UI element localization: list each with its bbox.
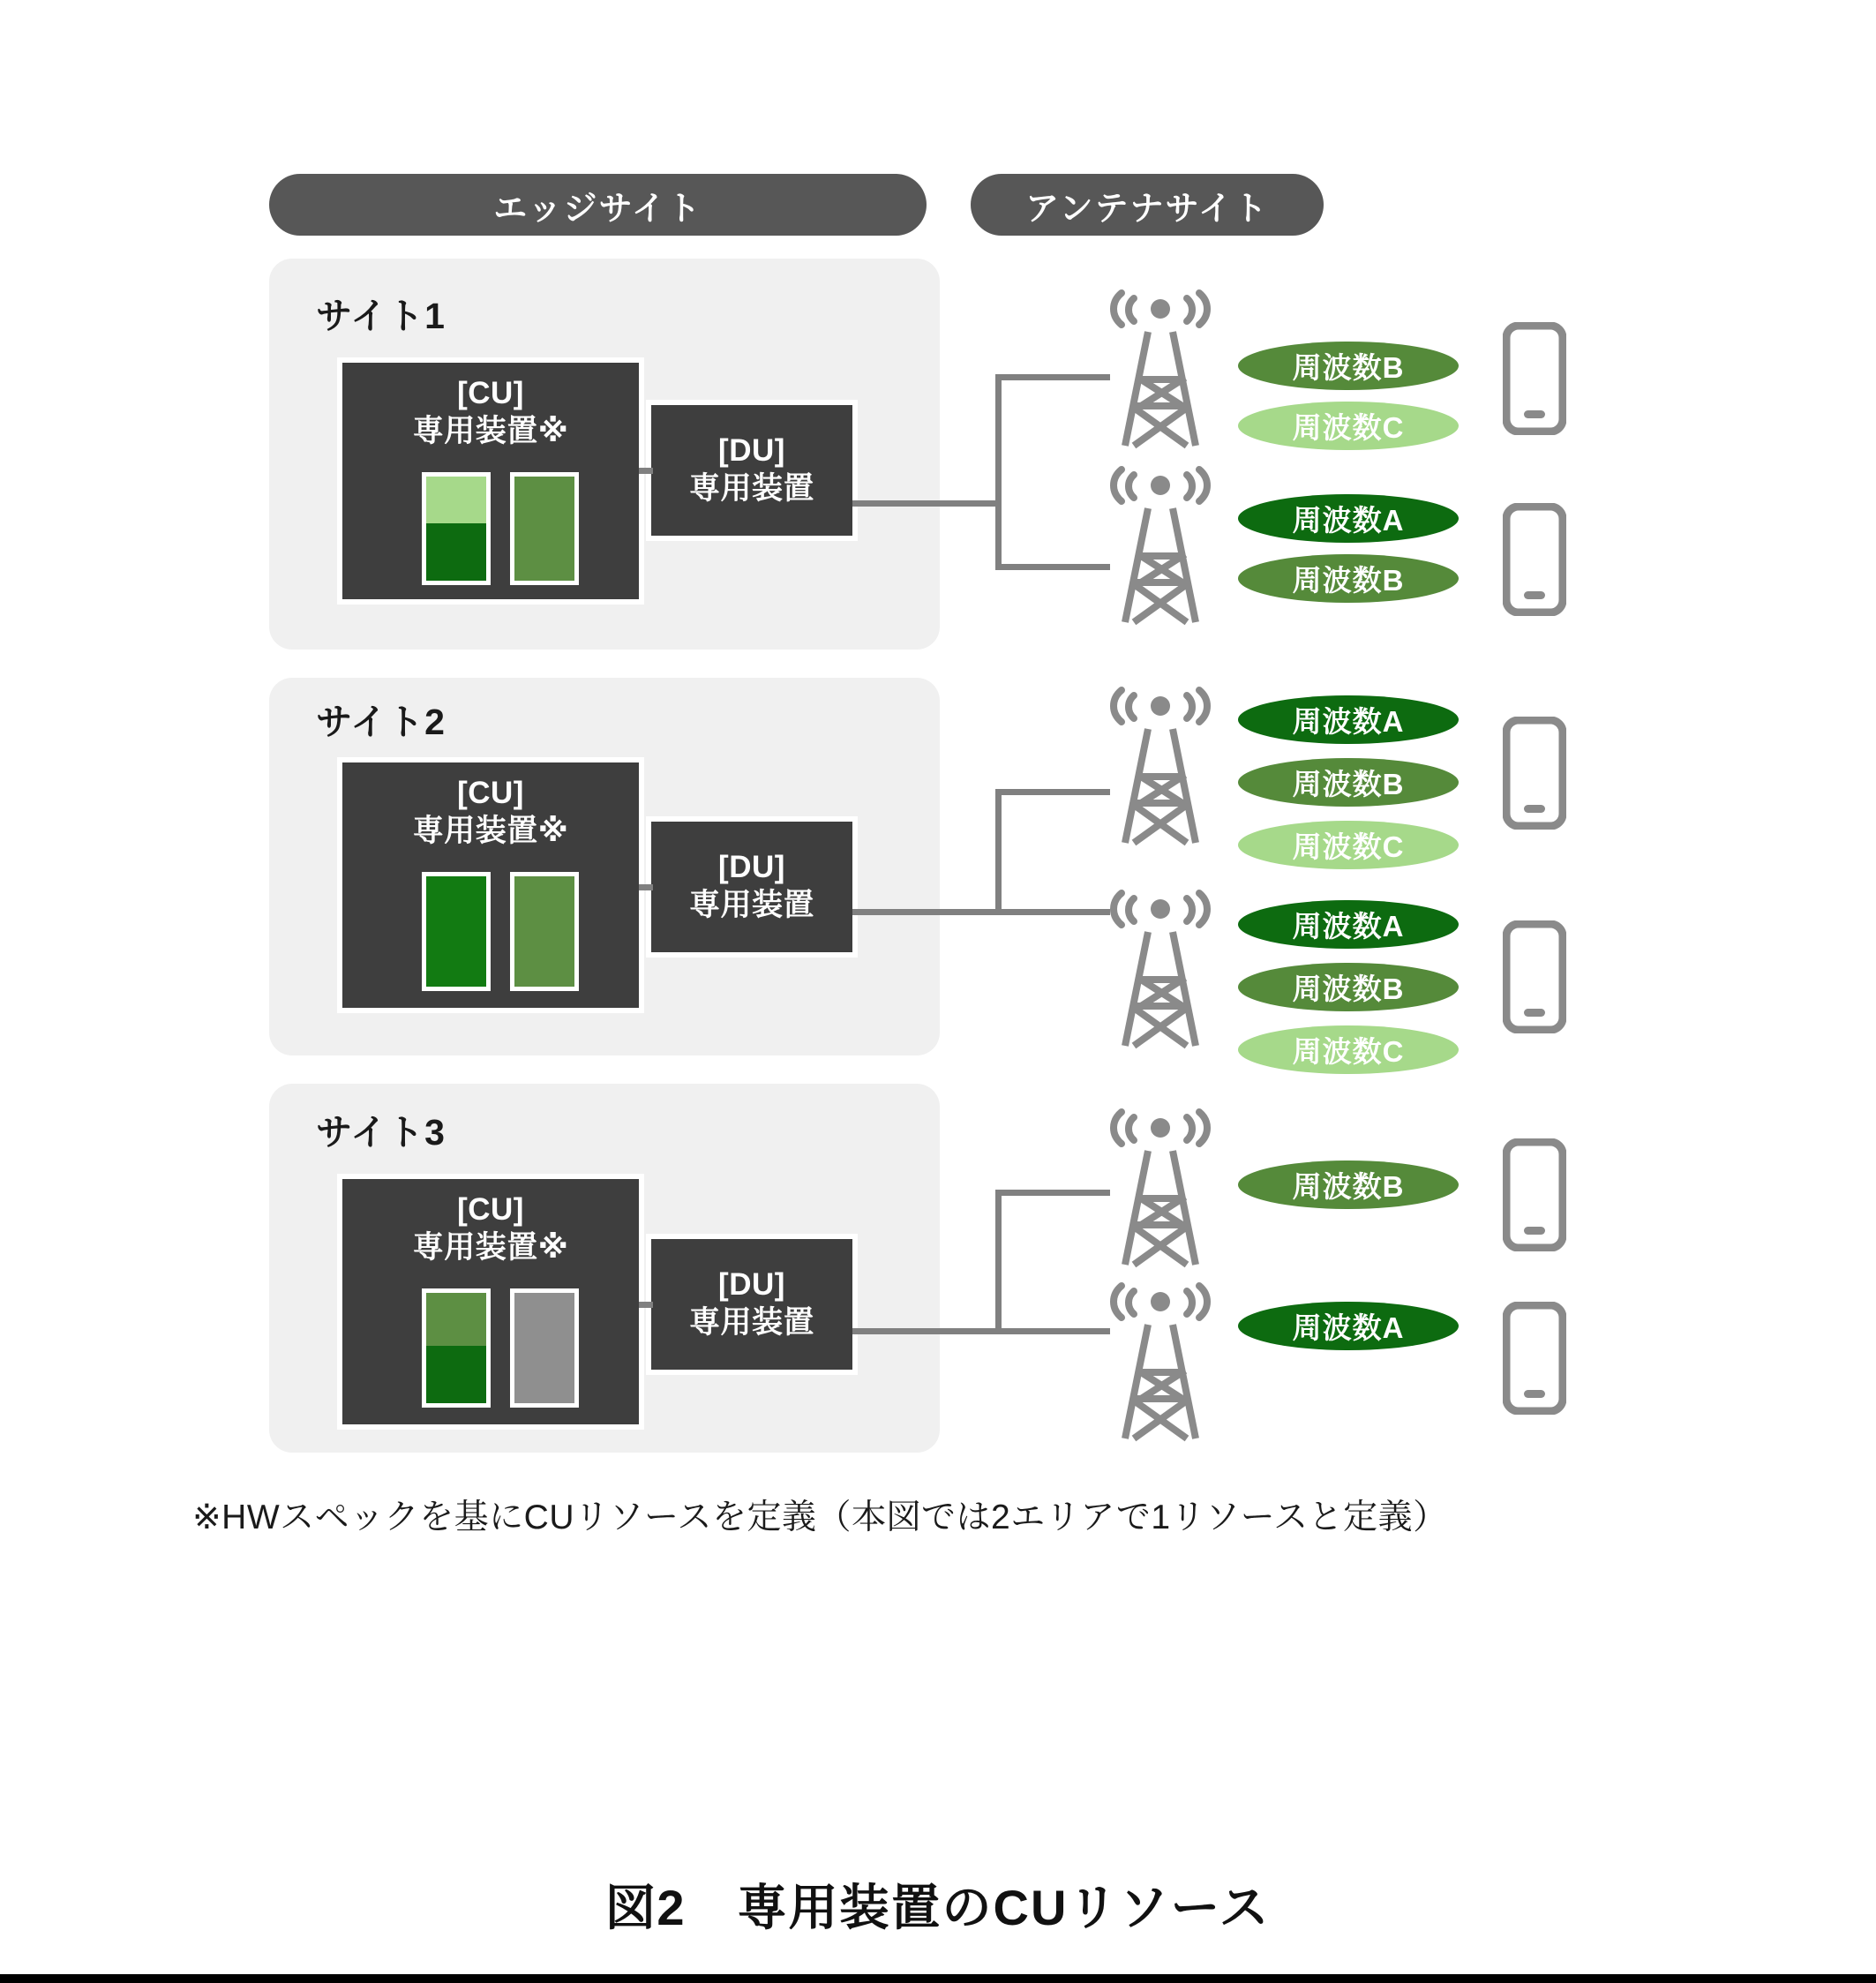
connector-trunk-3 [995,1190,1002,1333]
freq-pill-2-2-2: 周波数C [1238,1025,1459,1074]
cu-line1-1: [CU] [457,376,524,410]
du-label-3 [689,1266,814,1341]
freq-pill-3-2-0: 周波数A [1238,1302,1459,1350]
header-pill-edge-site: エッジサイト [269,174,927,236]
cu-bar-1-right-fill [514,477,574,581]
cu-line2-1: 専用装置※ [412,413,569,448]
bottom-rule [0,1974,1876,1983]
connector-du-trunk-3 [852,1328,999,1334]
cu-bar-1-left-fill [426,523,486,581]
connector-trunk-antenna-1-2 [995,564,1110,570]
du-line2-1: 専用装置 [688,471,814,506]
site-label-2: サイト2 [316,702,446,742]
cu-bar-3-right-fill [514,1293,574,1403]
freq-pill-1-2-1: 周波数B [1238,554,1459,603]
freq-pill-2-2-1: 周波数B [1238,963,1459,1011]
freq-pill-1-1-1: 周波数C [1238,402,1459,450]
connector-trunk-1 [995,374,1002,570]
cu-line2-3: 専用装置※ [412,1229,569,1265]
connector-trunk-antenna-2-2 [995,909,1110,915]
antenna-tower-1-2 [1099,459,1222,631]
cu-resource-bars-2 [422,872,579,991]
antenna-tower-3-2 [1099,1275,1222,1447]
cu-label-1 [342,375,639,450]
du-line1-1: [DU] [718,433,785,469]
du-line2-3: 専用装置 [688,1305,814,1340]
cu-resource-bars-1 [422,472,579,585]
du-device-3 [646,1234,858,1375]
phone-icon-2-1 [1503,717,1566,834]
freq-pill-2-1-2: 周波数C [1238,821,1459,869]
header-pill-antenna-site: アンテナサイト [971,174,1324,236]
connector-trunk-antenna-3-1 [995,1190,1110,1196]
cu-label-3 [342,1191,639,1266]
antenna-tower-3-1 [1099,1101,1222,1273]
freq-pill-3-1-0: 周波数B [1238,1161,1459,1209]
phone-icon-2-2 [1503,920,1566,1038]
freq-pill-2-2-0: 周波数A [1238,900,1459,949]
cu-line2-2: 専用装置※ [412,813,569,848]
cu-bar-3-right [510,1288,579,1408]
du-device-1 [646,400,858,541]
connector-cu-du-2 [639,884,653,890]
antenna-tower-2-2 [1099,883,1222,1055]
freq-pill-2-1-0: 周波数A [1238,695,1459,744]
cu-label-2 [342,775,639,850]
du-label-1 [689,432,814,507]
footnote: ※HWスペックを基にCUリソースを定義（本図では2エリアで1リソースと定義） [192,1499,1448,1536]
du-line1-2: [DU] [718,850,785,885]
site-label-3: サイト3 [316,1112,446,1153]
connector-trunk-antenna-1-1 [995,374,1110,380]
connector-cu-du-3 [639,1302,653,1308]
antenna-tower-1-1 [1099,282,1222,454]
du-device-2 [646,816,858,958]
cu-line1-2: [CU] [457,776,524,810]
freq-pill-1-2-0: 周波数A [1238,494,1459,543]
freq-pill-2-1-1: 周波数B [1238,758,1459,807]
du-line2-2: 専用装置 [688,888,814,922]
site-label-1: サイト1 [316,296,446,336]
du-label-2 [689,849,814,924]
cu-bar-3-left-fill [426,1346,486,1403]
cu-bar-2-right-fill [514,876,574,987]
cu-bar-2-right [510,872,579,991]
cu-line1-3: [CU] [457,1192,524,1227]
freq-pill-1-1-0: 周波数B [1238,342,1459,390]
cu-bar-1-right [510,472,579,585]
du-line1-3: [DU] [718,1267,785,1303]
connector-trunk-antenna-3-2 [995,1328,1110,1334]
connector-cu-du-1 [639,468,653,474]
phone-icon-1-2 [1503,503,1566,620]
phone-icon-3-2 [1503,1302,1566,1419]
connector-du-trunk-2 [852,909,999,915]
cu-bar-1-left [422,472,491,585]
cu-bar-3-left [422,1288,491,1408]
cu-resource-bars-3 [422,1288,579,1408]
cu-bar-3-left-top [426,1293,486,1346]
connector-trunk-2 [995,789,1002,914]
connector-du-trunk-1 [852,500,999,507]
phone-icon-3-1 [1503,1138,1566,1256]
cu-bar-1-left-top [426,477,486,523]
figure-caption: 図2 専用装置のCUリソース [605,1880,1271,1935]
cu-bar-2-left-fill [426,876,486,987]
cu-bar-2-left [422,872,491,991]
antenna-tower-2-1 [1099,680,1222,852]
connector-trunk-antenna-2-1 [995,789,1110,795]
phone-icon-1-1 [1503,322,1566,439]
